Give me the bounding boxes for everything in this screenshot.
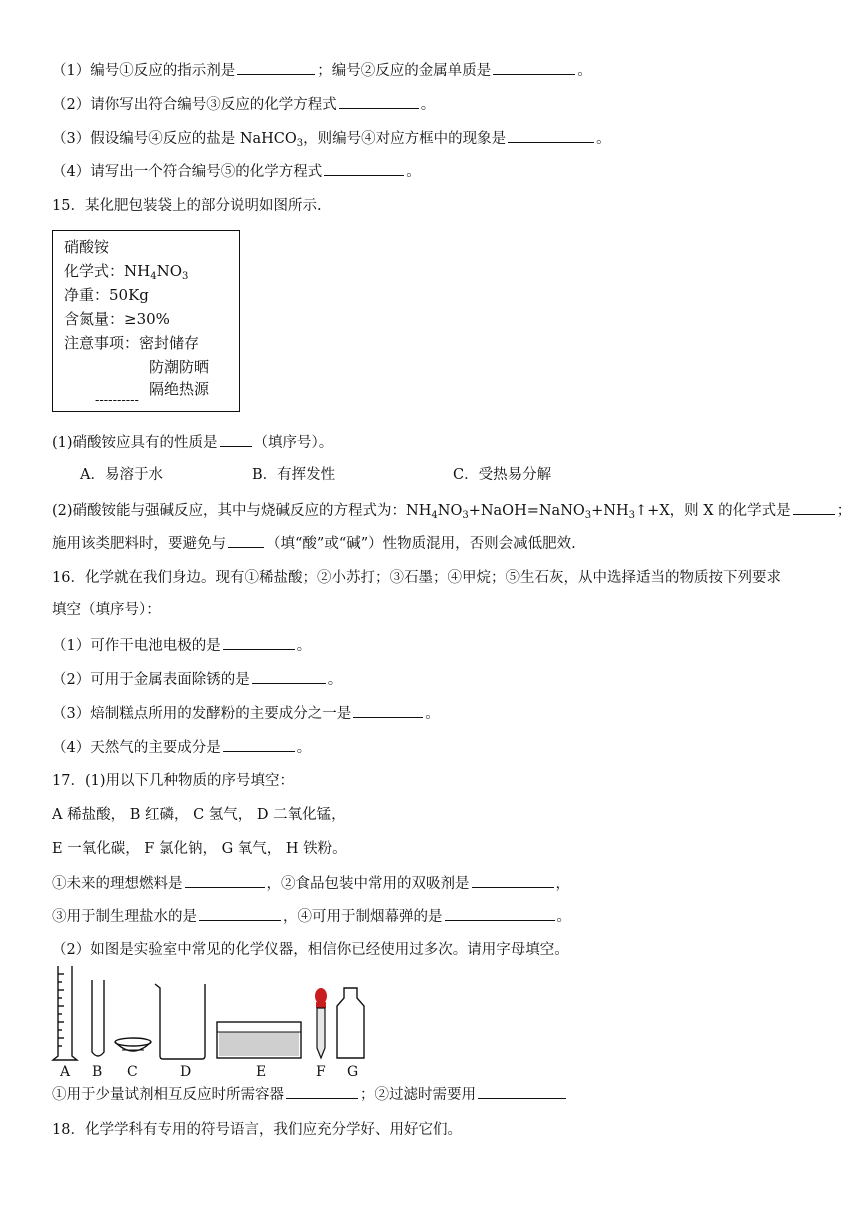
beaker-icon <box>155 984 205 1059</box>
q16-line-2: 填空（填序号）： <box>52 602 161 618</box>
q16-sub-3: （3）焙制糕点所用的发酵粉的主要成分之一是 。 <box>52 703 440 724</box>
instrument-label-a: A <box>60 1064 71 1080</box>
test-tube-icon <box>92 980 104 1056</box>
q14-line-2: （2）请你写出符合编号③反应的化学方程式 。 <box>52 94 435 115</box>
answer-blank[interactable] <box>286 1084 358 1099</box>
fertilizer-formula: 化学式：$NH_4NO_3$ <box>64 262 189 282</box>
instrument-label-b: B <box>92 1064 103 1080</box>
instrument-label-d: D <box>180 1064 192 1080</box>
answer-blank[interactable] <box>445 906 555 921</box>
fertilizer-notes: 注意事项：密封储存 <box>64 334 200 352</box>
instrument-label-f: F <box>316 1064 326 1080</box>
q14-1-text: （1）编号①反应的指示剂是 <box>52 63 236 79</box>
instrument-label-g: G <box>347 1064 359 1080</box>
q17-line-5: ③用于制生理盐水的是 ，④可用于制烟幕弹的是 。 <box>52 906 571 927</box>
q17-line-2: A 稀盐酸， B 红磷， C 氢气， D 二氧化锰， <box>52 807 346 823</box>
q16-sub-4: （4）天然气的主要成分是 。 <box>52 737 311 758</box>
dropper-icon <box>315 988 327 1058</box>
q15-option-a[interactable]: A．易溶于水 <box>80 467 163 483</box>
q16-sub-2: （2）可用于金属表面除锈的是 。 <box>52 669 342 690</box>
answer-blank[interactable] <box>220 432 252 447</box>
q16-sub-1: （1）可作干电池电极的是 。 <box>52 635 311 656</box>
q15-option-c[interactable]: C．受热易分解 <box>453 467 552 483</box>
answer-blank[interactable] <box>472 873 554 888</box>
q14-line-4: （4）请写出一个符合编号⑤的化学方程式 。 <box>52 161 421 182</box>
q15-title: 15．某化肥包装袋上的部分说明如图所示. <box>52 198 322 214</box>
q16-line-1: 16．化学就在我们身边。现有①稀盐酸；②小苏打；③石墨；④甲烷；⑤生石灰，从中选择适当的物质按下列要求 <box>52 570 781 586</box>
q17-line-7: ①用于少量试剂相互反应时所需容器 ；②过滤时需要用 <box>52 1084 568 1105</box>
answer-blank[interactable] <box>199 906 281 921</box>
answer-blank[interactable] <box>223 635 295 650</box>
q15-part-1: (1)硝酸铵应具有的性质是 （填序号）。 <box>52 432 333 453</box>
reagent-bottle-icon <box>337 988 364 1058</box>
answer-blank[interactable] <box>223 737 295 752</box>
fertilizer-note-3: 隔绝热源 <box>149 380 210 398</box>
q14-line-1: （1）编号①反应的指示剂是 ；编号②反应的金属单质是 。 <box>52 60 592 81</box>
answer-blank[interactable] <box>237 60 315 75</box>
q17-line-1: 17．(1)用以下几种物质的序号填空： <box>52 773 294 789</box>
lab-instruments-figure <box>50 960 370 1064</box>
answer-blank[interactable] <box>252 669 326 684</box>
q17-line-4: ①未来的理想燃料是 ，②食品包装中常用的双吸剂是 ， <box>52 873 570 894</box>
answer-blank[interactable] <box>353 703 423 718</box>
answer-blank[interactable] <box>339 94 419 109</box>
fertilizer-dashes: ---------- <box>95 393 139 408</box>
evaporating-dish-icon <box>115 1038 151 1051</box>
q14-line-3: （3）假设编号④反应的盐是 NaHCO$_3$，则编号④对应方框中的现象是 。 <box>52 128 611 154</box>
answer-blank[interactable] <box>324 161 404 176</box>
q17-line-6: （2）如图是实验室中常见的化学仪器，相信你已经使用过多次。请用字母填空。 <box>52 942 569 958</box>
answer-blank[interactable] <box>228 533 264 548</box>
answer-blank[interactable] <box>185 873 265 888</box>
answer-blank[interactable] <box>493 60 575 75</box>
answer-blank[interactable] <box>793 500 835 515</box>
answer-blank[interactable] <box>478 1084 566 1099</box>
q18-line-1: 18．化学学科有专用的符号语言，我们应充分学好、用好它们。 <box>52 1122 462 1138</box>
water-trough-icon <box>217 1022 301 1058</box>
answer-blank[interactable] <box>508 128 594 143</box>
graduated-cylinder-icon <box>53 966 77 1060</box>
instrument-label-e: E <box>256 1064 267 1080</box>
q17-line-3: E 一氧化碳， F 氯化钠， G 氧气， H 铁粉。 <box>52 841 347 857</box>
fertilizer-note-2: 防潮防晒 <box>149 358 210 376</box>
q15-option-b[interactable]: B．有挥发性 <box>252 467 336 483</box>
fertilizer-name: 硝酸铵 <box>64 238 110 256</box>
instrument-label-c: C <box>127 1064 138 1080</box>
fertilizer-weight: 净重：50Kg <box>64 286 149 304</box>
fertilizer-nitrogen: 含氮量：≥30% <box>64 310 170 328</box>
fertilizer-label-box <box>52 230 240 412</box>
q15-part-3: 施用该类肥料时，要避免与 （填“酸”或“碱”）性物质混用，否则会减低肥效. <box>52 533 576 554</box>
q15-part-2: (2)硝酸铵能与强碱反应，其中与烧碱反应的方程式为：$NH_4NO_3+NaOH=NaNO_3+NH_3↑+X$，则 X 的化学式是 ； <box>52 500 851 526</box>
